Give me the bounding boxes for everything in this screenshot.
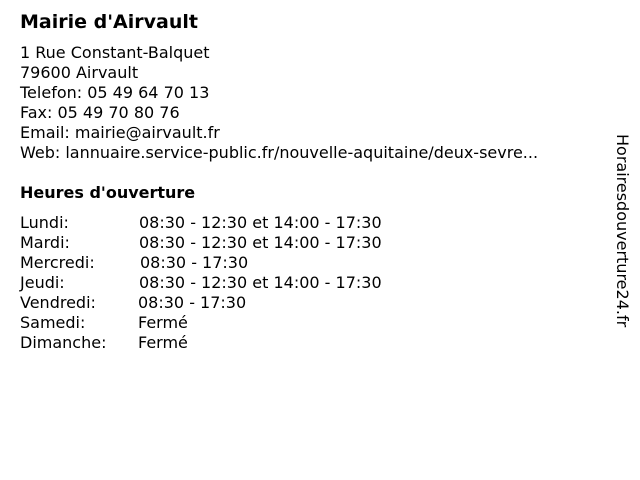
time-value: 08:30 - 12:30 et 14:00 - 17:30 (139, 233, 382, 252)
street-address: 1 Rue Constant-Balquet (20, 43, 210, 62)
day-label: Samedi: (20, 313, 86, 332)
city-postal: 79600 Airvault (20, 63, 139, 82)
phone-number: Telefon: 05 49 64 70 13 (20, 83, 210, 102)
day-label: Vendredi: (20, 293, 96, 312)
time-value: 08:30 - 12:30 et 14:00 - 17:30 (139, 213, 382, 232)
time-value: 08:30 - 17:30 (140, 253, 249, 272)
address-block (20, 43, 538, 163)
time-value: Fermé (138, 333, 188, 352)
page-title: Mairie d'Airvault (20, 11, 198, 33)
fax-number: Fax: 05 49 70 80 76 (20, 103, 180, 122)
opening-hours-heading: Heures d'ouverture (20, 183, 196, 202)
day-label: Mardi: (20, 233, 70, 252)
time-value: 08:30 - 12:30 et 14:00 - 17:30 (139, 273, 382, 292)
site-watermark: Horairesdouverture24.fr (613, 134, 632, 328)
day-label: Mercredi: (20, 253, 95, 272)
day-label: Lundi: (20, 213, 69, 232)
day-label: Dimanche: (20, 333, 107, 352)
email-address: Email: mairie@airvault.fr (20, 123, 220, 142)
time-value: 08:30 - 17:30 (138, 293, 247, 312)
website-url: Web: lannuaire.service-public.fr/nouvelle-aquitaine/deux-sevre... (20, 143, 539, 162)
day-label: Jeudi: (20, 273, 65, 292)
time-value: Fermé (138, 313, 188, 332)
